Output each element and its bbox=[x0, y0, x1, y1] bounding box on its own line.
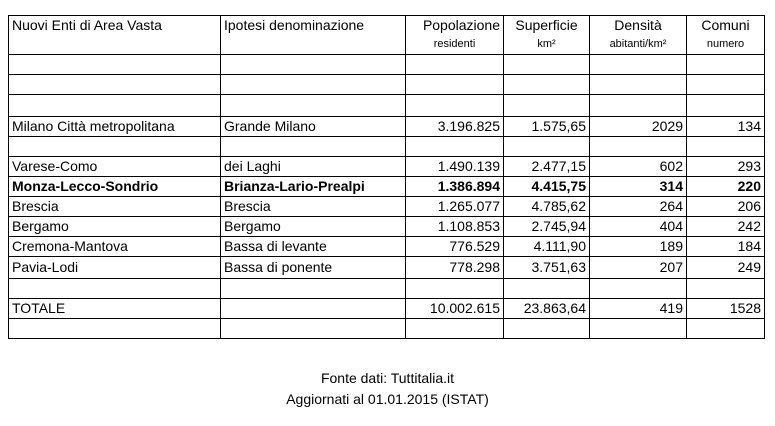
table-cell: 207 bbox=[590, 257, 687, 279]
table-cell: 778.298 bbox=[406, 257, 504, 279]
table-cell bbox=[590, 137, 687, 157]
table-cell bbox=[9, 319, 221, 339]
table-cell bbox=[504, 137, 590, 157]
unit-cell: km² bbox=[504, 35, 590, 55]
table-row bbox=[9, 319, 765, 339]
table-cell bbox=[590, 55, 687, 75]
table-cell: 4.785,62 bbox=[504, 197, 590, 217]
table-cell: 264 bbox=[590, 197, 687, 217]
unit-cell: residenti bbox=[406, 35, 504, 55]
unit-cell bbox=[9, 35, 221, 55]
table-cell: 3.196.825 bbox=[406, 117, 504, 137]
table-cell: 2.745,94 bbox=[504, 217, 590, 237]
table-row bbox=[9, 257, 765, 279]
table-cell bbox=[590, 75, 687, 95]
table-row bbox=[9, 299, 765, 319]
table-cell bbox=[221, 55, 406, 75]
table-cell: 2.477,15 bbox=[504, 157, 590, 177]
table-cell: TOTALE bbox=[9, 299, 221, 319]
table-cell: dei Laghi bbox=[221, 157, 406, 177]
table-row bbox=[9, 279, 765, 299]
table-cell bbox=[687, 279, 765, 299]
table-cell bbox=[687, 319, 765, 339]
table-cell bbox=[406, 55, 504, 75]
table-cell: 249 bbox=[687, 257, 765, 279]
table-row bbox=[9, 137, 765, 157]
table-row bbox=[9, 157, 765, 177]
table-cell bbox=[9, 137, 221, 157]
update-date-line: Aggiornati al 01.01.2015 (ISTAT) bbox=[286, 391, 489, 407]
units-row bbox=[9, 35, 765, 55]
table-cell: 1528 bbox=[687, 299, 765, 319]
table-cell: Cremona-Mantova bbox=[9, 237, 221, 257]
table-cell bbox=[406, 75, 504, 95]
table-cell: 2029 bbox=[590, 117, 687, 137]
header-cell: Nuovi Enti di Area Vasta bbox=[9, 16, 221, 36]
table-row bbox=[9, 177, 765, 197]
table-cell bbox=[221, 319, 406, 339]
table-row bbox=[9, 237, 765, 257]
table-cell: Bergamo bbox=[9, 217, 221, 237]
table-cell bbox=[590, 279, 687, 299]
table-cell bbox=[406, 137, 504, 157]
table-cell: 314 bbox=[590, 177, 687, 197]
header-cell: Densità bbox=[590, 16, 687, 36]
table-cell: 1.490.139 bbox=[406, 157, 504, 177]
table-cell: Brescia bbox=[9, 197, 221, 217]
table-cell bbox=[221, 75, 406, 95]
header-row bbox=[9, 16, 765, 36]
table-cell: 220 bbox=[687, 177, 765, 197]
table-cell: Pavia-Lodi bbox=[9, 257, 221, 279]
table-cell: 1.575,65 bbox=[504, 117, 590, 137]
table-cell: Bassa di ponente bbox=[221, 257, 406, 279]
table-cell: Grande Milano bbox=[221, 117, 406, 137]
table-cell: 242 bbox=[687, 217, 765, 237]
table-row bbox=[9, 217, 765, 237]
table-cell: 206 bbox=[687, 197, 765, 217]
table-cell bbox=[9, 75, 221, 95]
table-cell: 1.265.077 bbox=[406, 197, 504, 217]
table-cell bbox=[687, 137, 765, 157]
table-body bbox=[9, 16, 765, 339]
table-cell: 4.415,75 bbox=[504, 177, 590, 197]
table-cell: 23.863,64 bbox=[504, 299, 590, 319]
header-cell: Ipotesi denominazione bbox=[221, 16, 406, 36]
table-cell: 419 bbox=[590, 299, 687, 319]
data-table bbox=[8, 15, 765, 339]
table-cell: 1.386.894 bbox=[406, 177, 504, 197]
table-cell bbox=[406, 95, 504, 117]
table-cell: 293 bbox=[687, 157, 765, 177]
unit-cell: numero bbox=[687, 35, 765, 55]
table-cell bbox=[590, 95, 687, 117]
table-cell bbox=[9, 55, 221, 75]
table-cell: Varese-Como bbox=[9, 157, 221, 177]
table-cell bbox=[590, 319, 687, 339]
table-cell: 1.108.853 bbox=[406, 217, 504, 237]
table-cell: 404 bbox=[590, 217, 687, 237]
table-cell: Brianza-Lario-Prealpi bbox=[221, 177, 406, 197]
unit-cell bbox=[221, 35, 406, 55]
table-cell bbox=[687, 55, 765, 75]
table-cell: 776.529 bbox=[406, 237, 504, 257]
table-cell: 3.751,63 bbox=[504, 257, 590, 279]
table-cell bbox=[221, 299, 406, 319]
table-cell bbox=[9, 95, 221, 117]
table-row bbox=[9, 55, 765, 75]
table-row bbox=[9, 117, 765, 137]
table-row bbox=[9, 95, 765, 117]
table-cell bbox=[406, 279, 504, 299]
table-cell bbox=[221, 95, 406, 117]
header-cell: Comuni bbox=[687, 16, 765, 36]
table-cell: 189 bbox=[590, 237, 687, 257]
header-cell: Superficie bbox=[504, 16, 590, 36]
table-cell bbox=[221, 279, 406, 299]
table-cell bbox=[504, 75, 590, 95]
table-cell bbox=[504, 279, 590, 299]
source-line: Fonte dati: Tuttitalia.it bbox=[320, 370, 455, 386]
table-cell: 134 bbox=[687, 117, 765, 137]
table-cell: Brescia bbox=[221, 197, 406, 217]
table-cell: 184 bbox=[687, 237, 765, 257]
table-cell bbox=[687, 75, 765, 95]
table-cell bbox=[687, 95, 765, 117]
table-cell: Bergamo bbox=[221, 217, 406, 237]
table-cell: 4.111,90 bbox=[504, 237, 590, 257]
table-cell bbox=[9, 279, 221, 299]
table-row bbox=[9, 75, 765, 95]
table-cell bbox=[504, 55, 590, 75]
table-cell bbox=[221, 137, 406, 157]
table-cell: Bassa di levante bbox=[221, 237, 406, 257]
table-cell bbox=[504, 319, 590, 339]
table-cell bbox=[406, 319, 504, 339]
table-cell: Monza-Lecco-Sondrio bbox=[9, 177, 221, 197]
unit-cell: abitanti/km² bbox=[590, 35, 687, 55]
table-cell: Milano Città metropolitana bbox=[9, 117, 221, 137]
header-cell: Popolazione bbox=[406, 16, 504, 36]
table-cell: 602 bbox=[590, 157, 687, 177]
table-cell: 10.002.615 bbox=[406, 299, 504, 319]
table-cell bbox=[504, 95, 590, 117]
table-row bbox=[9, 197, 765, 217]
